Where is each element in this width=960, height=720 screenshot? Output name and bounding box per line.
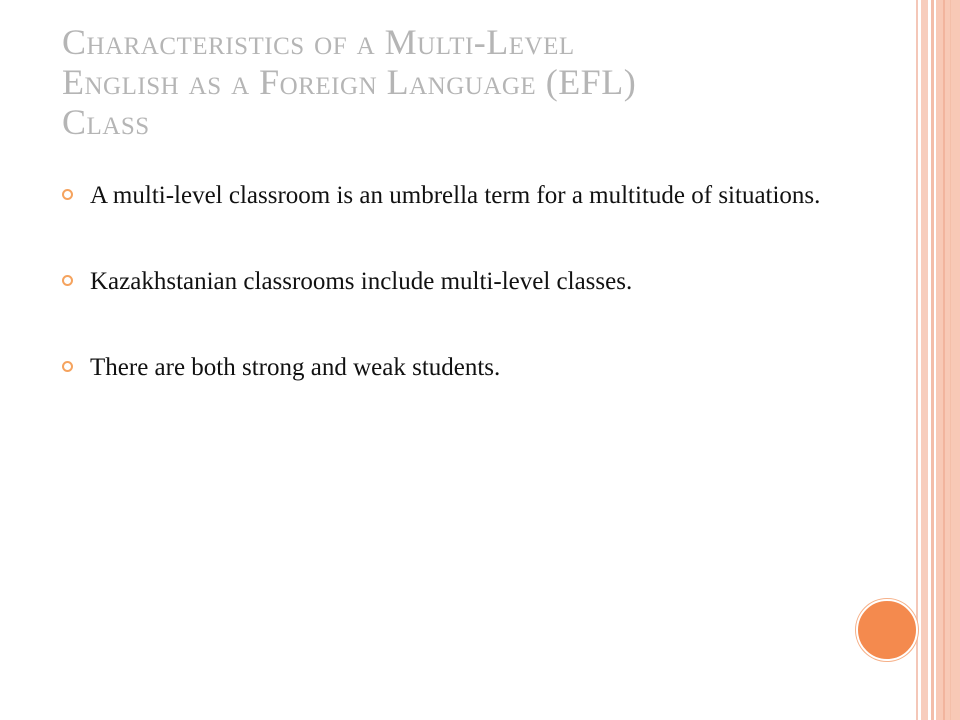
bullet-item (62, 264, 842, 300)
title-line: English as a Foreign Language (EFL) (62, 62, 637, 102)
slide-title (62, 22, 882, 142)
bullet-circle-icon (62, 275, 73, 286)
decorative-stripe (921, 0, 928, 720)
decorative-stripe (950, 0, 951, 720)
bullet-text: Kazakhstanian classrooms include multi-level classes. (90, 268, 633, 295)
bullet-text: A multi-level classroom is an umbrella term for a multitude of situations. (90, 182, 821, 209)
bullet-item (62, 350, 842, 386)
decorative-stripe (931, 0, 934, 720)
title-line: Characteristics of a Multi-Level (62, 22, 575, 62)
bullet-list (62, 178, 842, 436)
title-line: Class (62, 102, 150, 142)
bullet-circle-icon (62, 189, 73, 200)
decorative-circle-icon (856, 599, 918, 661)
bullet-text: There are both strong and weak students. (90, 354, 501, 381)
bullet-item (62, 178, 842, 214)
decorative-stripe (943, 0, 945, 720)
bullet-circle-icon (62, 361, 73, 372)
decorative-stripe (916, 0, 918, 720)
decorative-stripe (936, 0, 960, 720)
